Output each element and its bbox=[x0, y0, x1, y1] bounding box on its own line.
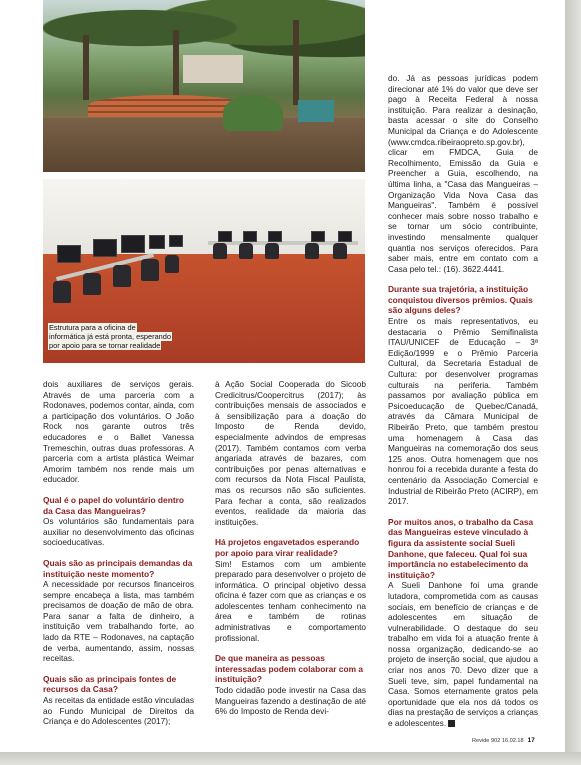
monitor bbox=[169, 235, 183, 247]
paragraph: Os voluntários são fundamentais para auxiliar no desenvolvimento das oficinas socioeducativas. bbox=[43, 516, 194, 548]
paragraph: à Ação Social Cooperada do Sicoob Credicitrus/Coopercitrus (2017); às contribuições mensais de associados e à sensibilização para a doação do Imposto de Renda devido, especialmente advindos de empresas (2017). Também contamos com verba angariada através de bazares, com contribuições por penas alternativas e com recursos da Nota Fiscal Paulista, mas os recursos não são suficientes. Para fechar a conta, são realizados eventos, realidade da maioria das instituições. bbox=[215, 379, 366, 527]
paragraph: dois auxiliares de serviços gerais. Através de uma parceria com a Rodonaves, podemos contar, ainda, com a participação dos voluntários. O João Rock nos garante outros três educadores e o Ballet Vanessa Tremeschin, outras duas professoras. A parceria com a artista plástica Weimar Amorim também nos rende mais um educador. bbox=[43, 379, 194, 485]
chair bbox=[53, 281, 71, 303]
paragraph: Entre os mais representativos, eu destacaria o Prêmio Semifinalista ITAU/UNICEF de Educação – 3ª Edição/1999 e o Prêmio Parceria Cultural, da Secretaria Estadual de Cultura: por desenvolver programas culturais na periferia. Também passamos por avaliação pública em Psicoeducação de Quebec/Canadá, através da Câmara Municipal de Ribeirão Preto, que também prestou uma homenagem à Casa das Mangueiras na comemoração dos seus 125 anos. Outra homenagem que nos honrou foi a recebida durante a festa do centenário da Associação Comercial e Industrial de Ribeirão Preto (ACIRP), em 2017. bbox=[388, 316, 538, 507]
chair bbox=[165, 255, 179, 273]
page-footer bbox=[472, 737, 535, 744]
question-heading: Durante sua trajetória, a instituição conquistou diversos prêmios. Quais são alguns deles? bbox=[388, 284, 533, 316]
page-shadow-right bbox=[565, 0, 581, 765]
paragraph: As receitas da entidade estão vinculadas ao Fundo Municipal de Direitos da Criança e do Adolescentes (2017); bbox=[43, 695, 194, 727]
bench bbox=[298, 100, 334, 122]
question-heading: Qual é o papel do voluntário dentro da Casa das Mangueiras? bbox=[43, 494, 184, 516]
question-heading: Quais são as principais fontes de recursos da Casa? bbox=[43, 673, 177, 695]
question-heading: De que maneira as pessoas interessadas podem colaborar com a instituição? bbox=[215, 653, 364, 685]
text-column-1 bbox=[43, 379, 194, 727]
monitor bbox=[243, 231, 257, 242]
ground bbox=[43, 118, 365, 172]
chair bbox=[141, 259, 159, 281]
tree-trunk bbox=[173, 30, 179, 100]
end-mark-icon bbox=[448, 720, 455, 727]
monitor bbox=[149, 235, 165, 249]
planter bbox=[223, 95, 283, 131]
monitor bbox=[121, 235, 145, 253]
chair bbox=[333, 243, 347, 259]
monitor bbox=[338, 231, 352, 242]
tree-trunk bbox=[83, 35, 89, 100]
paragraph: do. Já as pessoas jurídicas podem direcionar até 1% do valor que deve ser pago à Receita Federal à nossa instituição. Para realizar a desinação, basta acessar o site do Conselho Municipal da Criança e do Adolescente (www.cmdca.ribeiraopreto.sp.gov.br), clicar em FMDCA, Guia de Recolhimento, Emissão da Guia e Preencher a Guia, escolhendo, na última linha, a "Casa das Mangueiras – Organização Vida Nova Casa das Mangueiras". Também é possível conhecer mais sobre nosso trabalho e se tornar um sócio contribuinte, investindo mensalmente qualquer quantia nos serviços oferecidos. Para saber mais, entre em contato com a Casa pelo tel.: (16). 3622.4441. bbox=[388, 73, 538, 274]
closing-text: A Sueli Danhone foi uma grande lutadora, comprometida com as causas sociais, em benefício de crianças e de adolescentes em situação de vulnerabilidade. O destaque do seu trabalho em vida foi a atuação frente à nossa organização, dedicando-se ao projeto de inserção social, que ajudou a criar nos anos 70. Devo dizer que a Sueli teve, sim, papel fundamental na Casa. Somos eternamente gratos pela oportunidade que ela nos dá todos os dias na prestação de serviços a crianças e adolescentes. bbox=[388, 580, 538, 729]
question-heading: Quais são as principais demandas da instituição neste momento? bbox=[43, 557, 193, 579]
text-column-3 bbox=[388, 73, 538, 729]
chair bbox=[239, 243, 253, 259]
chair bbox=[213, 243, 227, 259]
page-shadow-bottom bbox=[0, 752, 581, 765]
paragraph: A necessidade por recursos financeiros sempre encabeça a lista, mas também precisamos de doação de mão de obra. Para sanar a falta de dinheiro, a instituição vem trabalhando forte, ao lado da RTE – Rodonaves, na captação de verba, aumentando, assim, nossas receitas. bbox=[43, 579, 194, 664]
monitor bbox=[218, 231, 232, 242]
building bbox=[183, 55, 243, 83]
computer-room-photo bbox=[43, 179, 365, 363]
garden-photo bbox=[43, 0, 365, 172]
chair bbox=[305, 243, 319, 259]
chair bbox=[265, 243, 279, 259]
chair bbox=[83, 273, 101, 295]
issue-info: Revide 902 16.02.18 bbox=[472, 738, 524, 744]
monitor bbox=[311, 231, 325, 242]
page-number: 17 bbox=[527, 737, 535, 744]
monitor bbox=[57, 245, 81, 263]
monitor bbox=[268, 231, 282, 242]
paragraph bbox=[388, 580, 538, 728]
question-heading: Há projetos engavetados esperando por apoio para virar realidade? bbox=[215, 537, 360, 558]
tree-trunk bbox=[293, 20, 299, 105]
paragraph: Sim! Estamos com um ambiente preparado para desenvolver o projeto de informática. O principal objetivo dessa oficina é fazer com que as crianças e os adolescentes tenham conhecimento na área e também de rotinas administrativas e comportamento profissional. bbox=[215, 558, 366, 643]
question-heading: Por muitos anos, o trabalho da Casa das Mangueiras esteve vinculado à figura da assistente social Sueli Danhone, que faleceu. Qual foi sua importância no estabelecimento da instituição? bbox=[388, 516, 534, 580]
paragraph: Todo cidadão pode investir na Casa das Mangueiras fazendo a destinação de até 6% do Imposto de Renda devi- bbox=[215, 685, 366, 717]
text-column-2 bbox=[215, 379, 366, 717]
photo-caption: Estrutura para a oficina de informática já está pronta, esperando por apoio para se tornar realidade bbox=[49, 323, 172, 351]
monitor bbox=[93, 239, 117, 257]
chair bbox=[113, 265, 131, 287]
